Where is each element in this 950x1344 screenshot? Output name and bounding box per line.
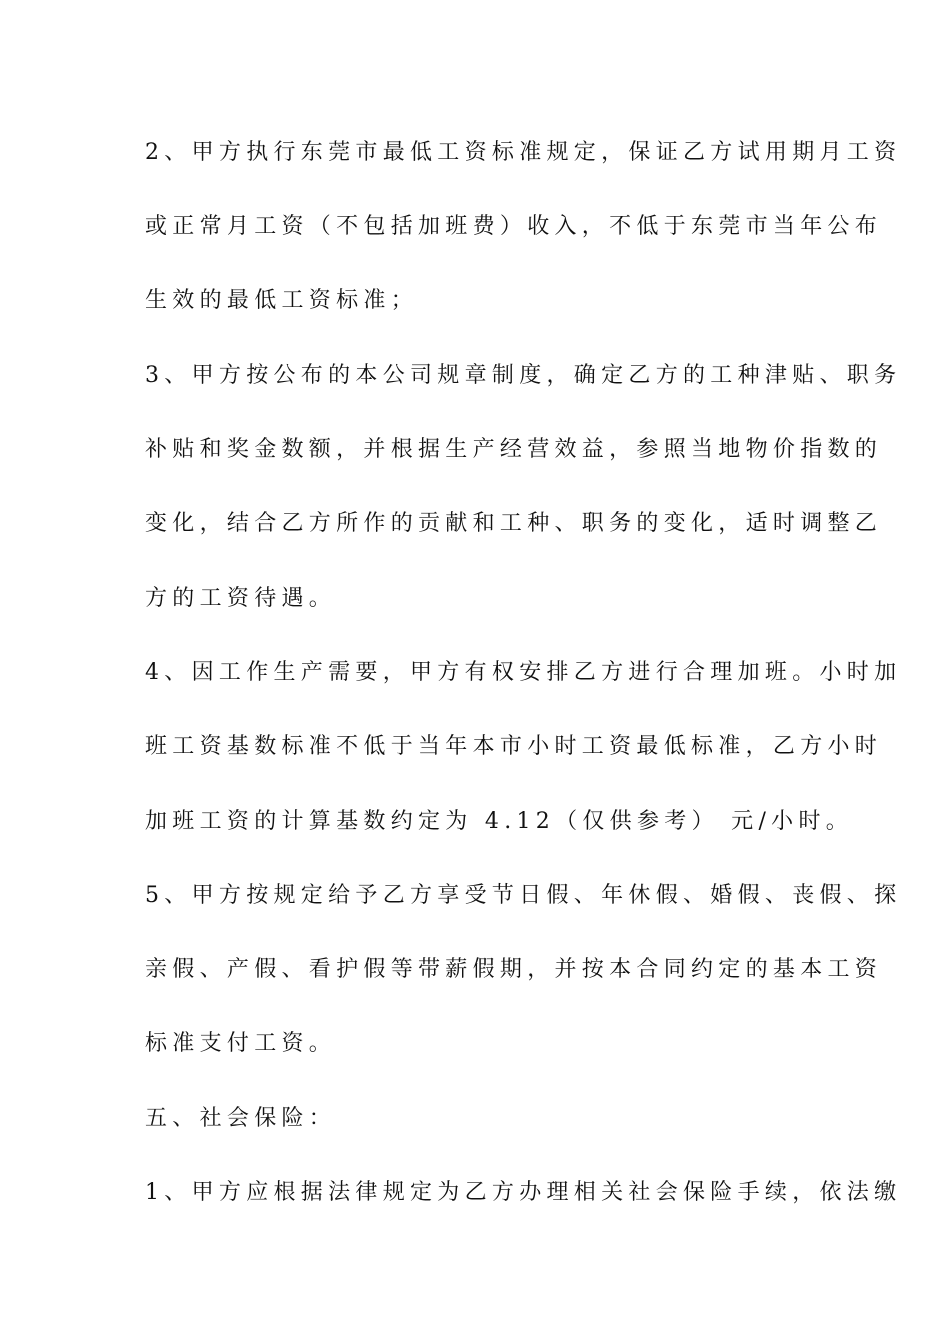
clause-5-line-3: 标准支付工资。 — [145, 1031, 337, 1056]
clause-3-line-3: 变化，结合乙方所作的贡献和工种、职务的变化，适时调整乙 — [145, 511, 883, 536]
clause-2-line-3: 生效的最低工资标准； — [145, 288, 419, 313]
clause-3-line-2: 补贴和奖金数额，并根据生产经营效益，参照当地物价指数的 — [145, 437, 883, 462]
clause-5-line-1: 5、甲方按规定给予乙方享受节日假、年休假、婚假、丧假、探 — [145, 883, 902, 908]
clause-2-line-2: 或正常月工资（不包括加班费）收入，不低于东莞市当年公布 — [145, 214, 883, 239]
clause-4-line-2: 班工资基数标准不低于当年本市小时工资最低标准，乙方小时 — [145, 734, 883, 759]
clause-3-line-4: 方的工资待遇。 — [145, 586, 337, 611]
clause-5-line-2: 亲假、产假、看护假等带薪假期，并按本合同约定的基本工资 — [145, 957, 883, 982]
clause-4-line-1: 4、因工作生产需要，甲方有权安排乙方进行合理加班。小时加 — [145, 660, 902, 685]
clause-2-line-1: 2、甲方执行东莞市最低工资标准规定，保证乙方试用期月工资 — [145, 140, 902, 165]
clause-4-line-3: 加班工资的计算基数约定为 4.12（仅供参考） 元/小时。 — [145, 809, 854, 834]
social-insurance-clause-1-line-1: 1、甲方应根据法律规定为乙方办理相关社会保险手续，依法缴 — [145, 1180, 902, 1205]
clause-3-line-1: 3、甲方按公布的本公司规章制度，确定乙方的工种津贴、职务 — [145, 363, 902, 388]
section-heading-social-insurance: 五、社会保险： — [145, 1106, 337, 1131]
